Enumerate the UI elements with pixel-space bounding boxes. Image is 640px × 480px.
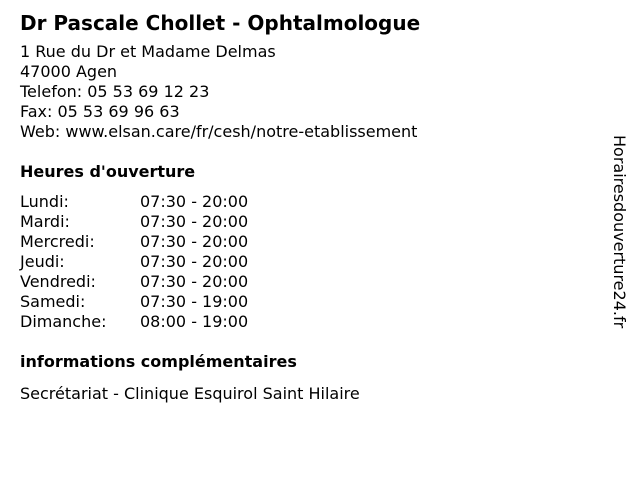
site-watermark: Horairesdouverture24.fr <box>610 135 629 329</box>
additional-info-title: informations complémentaires <box>20 352 297 371</box>
business-card <box>20 10 600 404</box>
opening-hours-title: Heures d'ouverture <box>20 162 196 181</box>
day-label: Jeudi: <box>20 252 65 271</box>
opening-hours-row <box>20 272 248 292</box>
opening-hours-row <box>20 252 248 272</box>
additional-info-text: Secrétariat - Clinique Esquirol Saint Hilaire <box>20 384 360 403</box>
hours-value: 07:30 - 20:00 <box>140 252 249 271</box>
fax-line: Fax: 05 53 69 96 63 <box>20 102 180 121</box>
opening-hours-row <box>20 212 248 232</box>
opening-hours-row <box>20 312 248 332</box>
day-label: Mercredi: <box>20 232 95 251</box>
opening-hours-table <box>20 192 248 332</box>
day-label: Lundi: <box>20 192 69 211</box>
opening-hours-row <box>20 292 248 312</box>
web-line: Web: www.elsan.care/fr/cesh/notre-etablissement <box>20 122 418 141</box>
address-line-2: 47000 Agen <box>20 62 118 81</box>
day-label: Dimanche: <box>20 312 107 331</box>
day-label: Mardi: <box>20 212 70 231</box>
hours-value: 07:30 - 20:00 <box>140 232 249 251</box>
hours-value: 08:00 - 19:00 <box>140 312 249 331</box>
hours-value: 07:30 - 19:00 <box>140 292 249 311</box>
day-label: Samedi: <box>20 292 86 311</box>
address-line-1: 1 Rue du Dr et Madame Delmas <box>20 42 276 61</box>
phone-line: Telefon: 05 53 69 12 23 <box>20 82 210 101</box>
hours-value: 07:30 - 20:00 <box>140 212 249 231</box>
opening-hours-row <box>20 232 248 252</box>
hours-value: 07:30 - 20:00 <box>140 272 249 291</box>
day-label: Vendredi: <box>20 272 96 291</box>
opening-hours-row <box>20 192 248 212</box>
hours-value: 07:30 - 20:00 <box>140 192 249 211</box>
business-name: Dr Pascale Chollet - Ophtalmologue <box>20 11 421 35</box>
